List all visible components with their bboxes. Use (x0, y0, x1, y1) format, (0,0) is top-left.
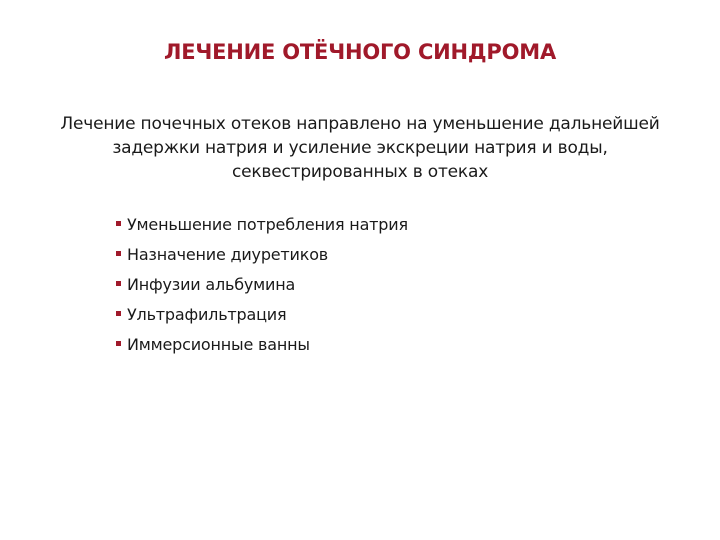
bullet-text: Иммерсионные ванны (127, 335, 310, 354)
intro-paragraph: Лечение почечных отеков направлено на уменьшение дальнейшей задержки натрия и усиление экскреции натрия и воды, секвестрированных в отеках (60, 114, 660, 182)
square-bullet-icon (116, 221, 121, 226)
bullet-text: Инфузии альбумина (127, 275, 296, 294)
bullet-list (116, 214, 408, 364)
bullet-item (116, 244, 408, 274)
bullet-item (116, 274, 408, 304)
slide-title: ЛЕЧЕНИЕ ОТЁЧНОГО СИНДРОМА (163, 40, 557, 64)
bullet-item (116, 334, 408, 364)
bullet-text: Ультрафильтрация (127, 305, 287, 324)
bullet-item (116, 304, 408, 334)
square-bullet-icon (116, 251, 121, 256)
bullet-text: Уменьшение потребления натрия (127, 215, 408, 234)
square-bullet-icon (116, 311, 121, 316)
square-bullet-icon (116, 341, 121, 346)
bullet-text: Назначение диуретиков (127, 245, 329, 264)
bullet-item (116, 214, 408, 244)
square-bullet-icon (116, 281, 121, 286)
